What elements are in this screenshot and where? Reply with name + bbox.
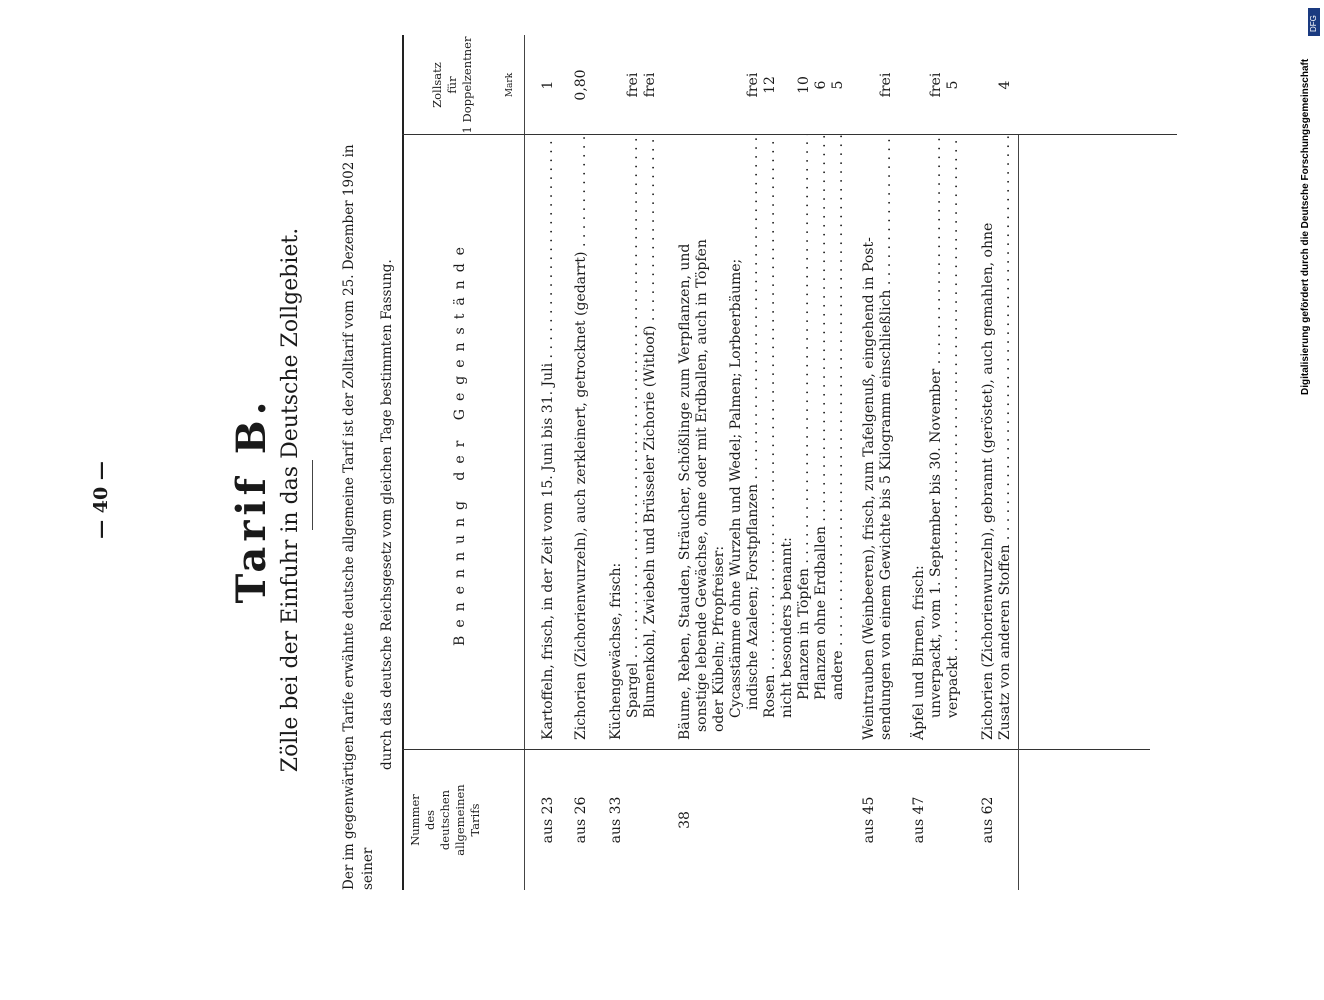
tariff-number <box>694 750 711 890</box>
header-name-column: Benennung der Gegenstände <box>452 239 468 646</box>
tariff-number: aus 47 <box>911 796 927 844</box>
table-line <box>762 35 779 890</box>
table-line <box>980 35 997 890</box>
header-number-column <box>408 750 483 890</box>
table-line <box>540 35 557 890</box>
title-divider <box>312 460 313 530</box>
duty-rate: 6 <box>813 80 829 90</box>
tariff-number <box>779 750 796 890</box>
table-line <box>694 35 711 890</box>
page-number: — 40 — <box>90 461 112 539</box>
table-line <box>608 35 625 890</box>
item-description: Pflanzen ohne Erdballen . . . <box>813 135 830 750</box>
tariff-number: aus 33 <box>608 796 624 844</box>
tariff-table-body <box>540 35 1019 890</box>
intro-line-1: Der im gegenwärtigen Tarife erwähnte deutsche allgemeine Tarif ist der Zolltarif vom 25. Dezember 1902 in seiner <box>341 144 376 890</box>
tariff-number: aus 23 <box>540 796 556 844</box>
duty-rate: 5 <box>945 80 961 90</box>
duty-rate <box>980 35 997 135</box>
tariff-number: aus 45 <box>861 796 877 844</box>
header-number-line: allgemeinen <box>453 784 467 856</box>
item-description: indische Azaleen; Forstpflanzen . . . <box>745 135 762 750</box>
item-description: unverpackt, vom 1. September bis 30. November . . . <box>928 135 945 750</box>
table-bottom-rule <box>1018 135 1019 890</box>
table-line <box>911 35 928 890</box>
tariff-number: aus 62 <box>980 796 996 844</box>
table-line <box>945 35 962 890</box>
item-description: Zichorien (Zichorienwurzeln), auch zerkleinert, getrocknet (gedarrt) . . . <box>573 135 590 750</box>
header-number-line: deutschen <box>438 789 452 851</box>
table-line <box>728 35 745 890</box>
item-description: Rosen . . . <box>762 135 779 750</box>
duty-rate: 4 <box>997 80 1013 90</box>
tariff-number <box>762 750 779 890</box>
table-top-rule <box>402 35 404 890</box>
header-number-line: Tarifs <box>468 803 482 837</box>
tariff-number <box>878 750 895 890</box>
table-line <box>677 35 694 890</box>
duty-rate <box>728 35 745 135</box>
table-row <box>608 35 659 890</box>
table-line <box>625 35 642 890</box>
tariff-number <box>796 750 813 890</box>
table-line <box>878 35 895 890</box>
table-line <box>779 35 796 890</box>
table-row <box>861 35 895 890</box>
item-description: Weintrauben (Weinbeeren), frisch, zum Tafelgenuß, eingehend in Post- <box>861 237 877 740</box>
intro-paragraph <box>340 100 397 890</box>
table-line <box>745 35 762 890</box>
tariff-number: aus 26 <box>573 796 589 844</box>
table-row <box>980 35 1014 890</box>
item-description: nicht besonders benannt: <box>779 537 795 718</box>
header-rate-unit: Mark <box>505 72 515 98</box>
dfg-logo <box>1308 8 1320 36</box>
duty-rate: 12 <box>762 76 778 94</box>
table-line <box>711 35 728 890</box>
table-row <box>540 35 557 890</box>
tariff-number <box>945 750 962 890</box>
duty-rate: frei <box>878 72 894 98</box>
table-line <box>642 35 659 890</box>
header-rate-column <box>430 35 475 135</box>
item-description: verpackt . . . <box>945 135 962 750</box>
watermark-text: Digitalisierung gefördert durch die Deutsche Forschungsgemeinschaft <box>1300 58 1311 395</box>
tariff-number <box>745 750 762 890</box>
tariff-number <box>830 750 847 890</box>
item-description: andere . . . <box>830 135 847 750</box>
item-description: oder Kübeln; Pfropfreiser: <box>711 545 727 732</box>
tariff-number <box>928 750 945 890</box>
table-line <box>813 35 830 890</box>
tariff-number <box>625 750 642 890</box>
duty-rate <box>711 35 728 135</box>
duty-rate <box>677 35 694 135</box>
table-header-rule <box>524 35 525 890</box>
table-row <box>677 35 847 890</box>
table-line <box>830 35 847 890</box>
table-row <box>573 35 590 890</box>
duty-rate <box>779 35 796 135</box>
item-description: Pflanzen in Töpfen . . . <box>796 135 813 750</box>
item-description: Zichorien (Zichorienwurzeln), gebrannt (geröstet), auch gemahlen, ohne <box>980 222 996 740</box>
duty-rate: 1 <box>540 80 556 90</box>
duty-rate: frei <box>642 72 658 98</box>
duty-rate: 10 <box>796 76 812 94</box>
tariff-number <box>813 750 830 890</box>
item-description: Bäume, Reben, Stauden, Sträucher, Schößlinge zum Verpflanzen, und <box>677 243 693 740</box>
tariff-number: 38 <box>677 811 693 829</box>
item-description: Kartoffeln, frisch, in der Zeit vom 15. Juni bis 31. Juli . . . <box>540 135 557 750</box>
item-description: Spargel . . . <box>625 135 642 750</box>
item-description: Küchengewächse, frisch: <box>608 562 624 740</box>
header-rate-line: Zollsatz <box>430 62 444 108</box>
page-subtitle: Zölle bei der Einfuhr in das Deutsche Zollgebiet. <box>278 227 303 773</box>
tariff-number <box>728 750 745 890</box>
duty-rate <box>911 35 928 135</box>
intro-line-2: durch das deutsche Reichsgesetz vom gleichen Tage bestimmten Fassung. <box>379 259 395 770</box>
duty-rate: frei <box>745 72 761 98</box>
duty-rate <box>608 35 625 135</box>
table-line <box>997 35 1014 890</box>
table-row <box>911 35 962 890</box>
header-number-line: des <box>423 809 437 831</box>
header-rate-line: für <box>445 76 459 94</box>
table-line <box>796 35 813 890</box>
duty-rate <box>694 35 711 135</box>
page-title: Tarif B. <box>228 396 275 604</box>
dfg-logo-text: DFG <box>1309 15 1318 32</box>
table-line <box>861 35 878 890</box>
duty-rate: 5 <box>830 80 846 90</box>
duty-rate: 0,80 <box>573 69 589 101</box>
table-line <box>573 35 590 890</box>
duty-rate: frei <box>625 72 641 98</box>
tariff-number <box>711 750 728 890</box>
header-rate-line: 1 Doppelzentner <box>460 36 474 134</box>
item-description: sendungen von einem Gewichte bis 5 Kilogramm einschließlich . . . <box>878 135 895 750</box>
tariff-number <box>642 750 659 890</box>
item-description: Cycasstämme ohne Wurzeln und Wedel; Palmen; Lorbeerbäume; <box>728 258 744 718</box>
duty-rate <box>861 35 878 135</box>
tariff-number <box>997 750 1014 890</box>
duty-rate: frei <box>928 72 944 98</box>
item-description: Äpfel und Birnen, frisch: <box>911 565 927 740</box>
header-number-line: Nummer <box>408 794 422 846</box>
table-line <box>928 35 945 890</box>
item-description: sonstige lebende Gewächse, ohne oder mit Erdballen, auch in Töpfen <box>694 239 710 732</box>
item-description: Blumenkohl, Zwiebeln und Brüsseler Zichorie (Witloof) . . . <box>642 135 659 750</box>
item-description: Zusatz von anderen Stoffen . . . <box>997 135 1014 750</box>
